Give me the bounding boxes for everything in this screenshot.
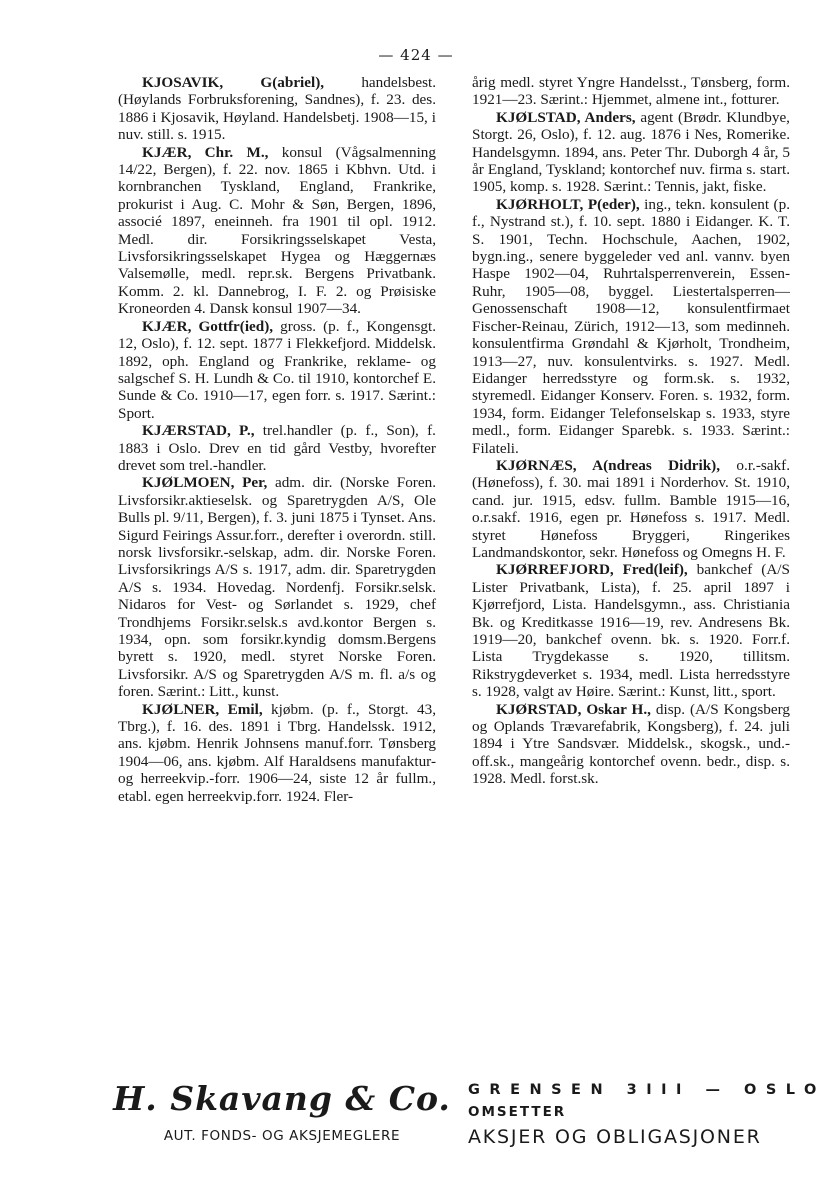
ad-address: GRENSEN 3III — OSLO — [468, 1082, 826, 1098]
entry-text: disp. (A/S Kongsberg og Oplands Trævarefabrik, Kongsberg), f. 24. juli 1894 i Ytre Sandsvær. Middelsk., skogsk., und.-off.sk., mangeårig kontorchef ovenn. bedr., disp. s. 1928. Medl. forst.sk. — [472, 700, 790, 788]
entry — [472, 109, 790, 196]
entry — [118, 318, 436, 422]
entry — [472, 561, 790, 700]
page-number: — 424 — — [378, 46, 454, 64]
entry-name: KJØRNÆS, A(ndreas Didrik), — [496, 456, 721, 474]
entry — [118, 474, 436, 700]
entry-name: KJØLNER, Emil, — [142, 700, 263, 718]
entry — [118, 701, 436, 805]
entry-name: KJØLMOEN, Per, — [142, 474, 268, 492]
entry-name: KJØRREFJORD, Fred(leif), — [496, 561, 688, 579]
entry-text: kjøbm. (p. f., Storgt. 43, Tbrg.), f. 16. des. 1891 i Tbrg. Handelssk. 1912, ans. kjøbm. Henrik Johnsens manuf.forr. Tønsberg 1904—06, ans. kjøbm. Alf Haraldsens manufaktur- og herreekvip.-forr. 1906—24, siste 12 år fullm., etabl. egen herreekvip.forr. 1924. Fler- — [118, 700, 436, 805]
entry-name: KJÆR, Gottfr(ied), — [142, 317, 274, 335]
entry-text: handelsbest. (Høylands Forbruksforening, Sandnes), f. 23. des. 1886 i Kjosavik, Høyland. Handelsbetj. 1908—15, i nuv. still. s. 1915. — [118, 74, 436, 144]
entry-text: trel.handler (p. f., Son), f. 1883 i Oslo. Drev en tid gård Vestby, hvorefter drevet som trel.-handler. — [118, 422, 436, 474]
entry-name: KJOSAVIK, G(abriel), — [142, 74, 325, 91]
entry-text: gross. (p. f., Kongensgt. 12, Oslo), f. 12. sept. 1877 i Flekkefjord. Middelsk. 1892, oph. England og Frankrike, reklame- og salgschef S. H. Lundh & Co. til 1910, kontorchef E. Sunde & Co. 1910—17, egen forr. s. 1917. Særint.: Sport. — [118, 317, 436, 422]
entry — [472, 196, 790, 457]
entry — [472, 457, 790, 561]
ad-firm-name: H. Skavang & Co. — [113, 1079, 451, 1118]
entry-text: o.r.-sakf. (Hønefoss), f. 30. mai 1891 i Norderhov. St. 1910, cand. jur. 1915, edsv. fullm. Bamble 1915—16, o.r.sakf. 1916, egen pr. Hønefoss s. 1917. Medl. styret Hønefoss Bryggeri, Ringerikes Landmandskontor, sekr. Hønefoss og Omegns H. F. — [472, 456, 790, 561]
entry-name: KJØRSTAD, Oskar H., — [496, 700, 651, 718]
entry-text: bankchef (A/S Lister Privatbank, Lista), f. 25. april 1897 i Kjørrefjord, Lista. Handelsgymn., ass. Christiania Bk. og Kreditkasse 1916—19, rev. Andresens Bk. 1919—20, bankchef ovenn. bk. s. 1920. Forr.f. Lista Trygdekasse s. 1920, tillitsm. Rikstrygdeverket s. 1934, medl. Lista herredsstyre s. 1928, valgt av Høire. Særint.: Kunst, litt., sport. — [472, 561, 790, 701]
entry — [472, 701, 790, 788]
entry-name: KJÆRSTAD, P., — [142, 422, 255, 440]
entry — [118, 144, 436, 318]
entry — [118, 422, 436, 474]
entry-name: KJØLSTAD, Anders, — [496, 108, 636, 126]
left-column — [118, 74, 436, 805]
advertisement-grensen — [468, 1082, 826, 1148]
entry-text: adm. dir. (Norske Foren. Livsforsikr.aktieselsk. og Sparetrygden A/S, Ole Bulls pl. 9/11, Bergen), f. 3. juni 1875 i Tynset. Ans. Sigurd Feirings Assur.forr., derefter i overordn. still. norsk livsforsikr.-selskap, adm. dir. Norske Foren. Livsforsikrings A/S s. 1917, adm. dir. Sparetrygden A/S s. 1934. Hovedag. Nordenfj. Forsikr.selsk. Nidaros for Vest- og Sørlandet s. 1929, chef Trondhjems Forsikr.selsk.s avd.kontor Bergen s. 1934, opn. som forsikr.kyndig domsm.Bergens byrett s. 1920, medl. styret Norske Foren. Livsforsikr. A/S og Sparetrygden A/S m. fl. a/s og foren. Særint.: Litt., kunst. — [118, 474, 437, 701]
right-column — [472, 74, 790, 788]
entry-text: konsul (Vågsalmenning 14/22, Bergen), f. 22. nov. 1865 i Kbhvn. Utd. i kornbranchen Tyskland, England, Frankrike, prokurist i Aug. C. Mohr & Søn, Bergen, 1896, associé 1897, eneinneh. fra 1901 til opl. 1912. Medl. dir. Forsikringsselskapet Vesta, Livsforsikringsselskapet Hygea og Hæggernæs Valsemølle, medl. repr.sk. Bergens Privatbank. Komm. 2. kl. Dannebrog, I. F. 2. og Prøisiske Kroneorden 4. Dansk konsul 1907—34. — [118, 143, 436, 318]
entry — [118, 74, 436, 144]
advertisement-skavang — [112, 1078, 452, 1144]
ad-firm-subtitle: AUT. FONDS- OG AKSJEMEGLERE — [163, 1128, 401, 1144]
entry-name: KJÆR, Chr. M., — [142, 143, 269, 161]
ad-line-aksjer: AKSJER OG OBLIGASJONER — [468, 1126, 762, 1148]
entry-name: KJØRHOLT, P(eder), — [496, 195, 640, 213]
entry-text: agent (Brødr. Klundbye, Storgt. 26, Oslo), f. 12. aug. 1876 i Nes, Romerike. Handelsgymn. 1894, ans. Peter Thr. Duborgh 4 år, 5 år England, Tyskland; kontorchef nuv. firma s. start. 1905, komp. s. 1928. Særint.: Tennis, jakt, fiske. — [472, 108, 790, 196]
ad-line-omsetter: OMSETTER — [468, 1104, 567, 1120]
entry-text: ing., tekn. konsulent (p. f., Nystrand st.), f. 10. sept. 1880 i Eidanger. K. T. S. 1901, Techn. Hochschule, Aachen, 1902, bygn.ing., senere byggeleder ved anl. vannv. byen Haspe 1902—04, Ruhrtalsperrenverein, Essen-Ruhr, 1905—08, byggel. Liestertalsperren—Genossenschaft 1908—12, konsulentfirmaet Fischer-Reinau, Zürich, 1912—13, som medinneh. konsulentfirma Grøndahl & Kjørholt, Trondheim, 1913—27, nuv. konsulentvirks. s. 1927. Medl. Eidanger herredsstyre og form.sk. s. 1932, styremedl. Eidanger Konserv. Foren. s. 1932, form. 1934, form. Eidanger Telefonselskap s. 1933, styre medl., form. Eidanger Sparebk. s. 1933. Særint.: Filateli. — [472, 195, 791, 457]
entry-continuation: årig medl. styret Yngre Handelsst., Tønsberg, form. 1921—23. Særint.: Hjemmet, almene int., fotturer. — [472, 74, 790, 109]
